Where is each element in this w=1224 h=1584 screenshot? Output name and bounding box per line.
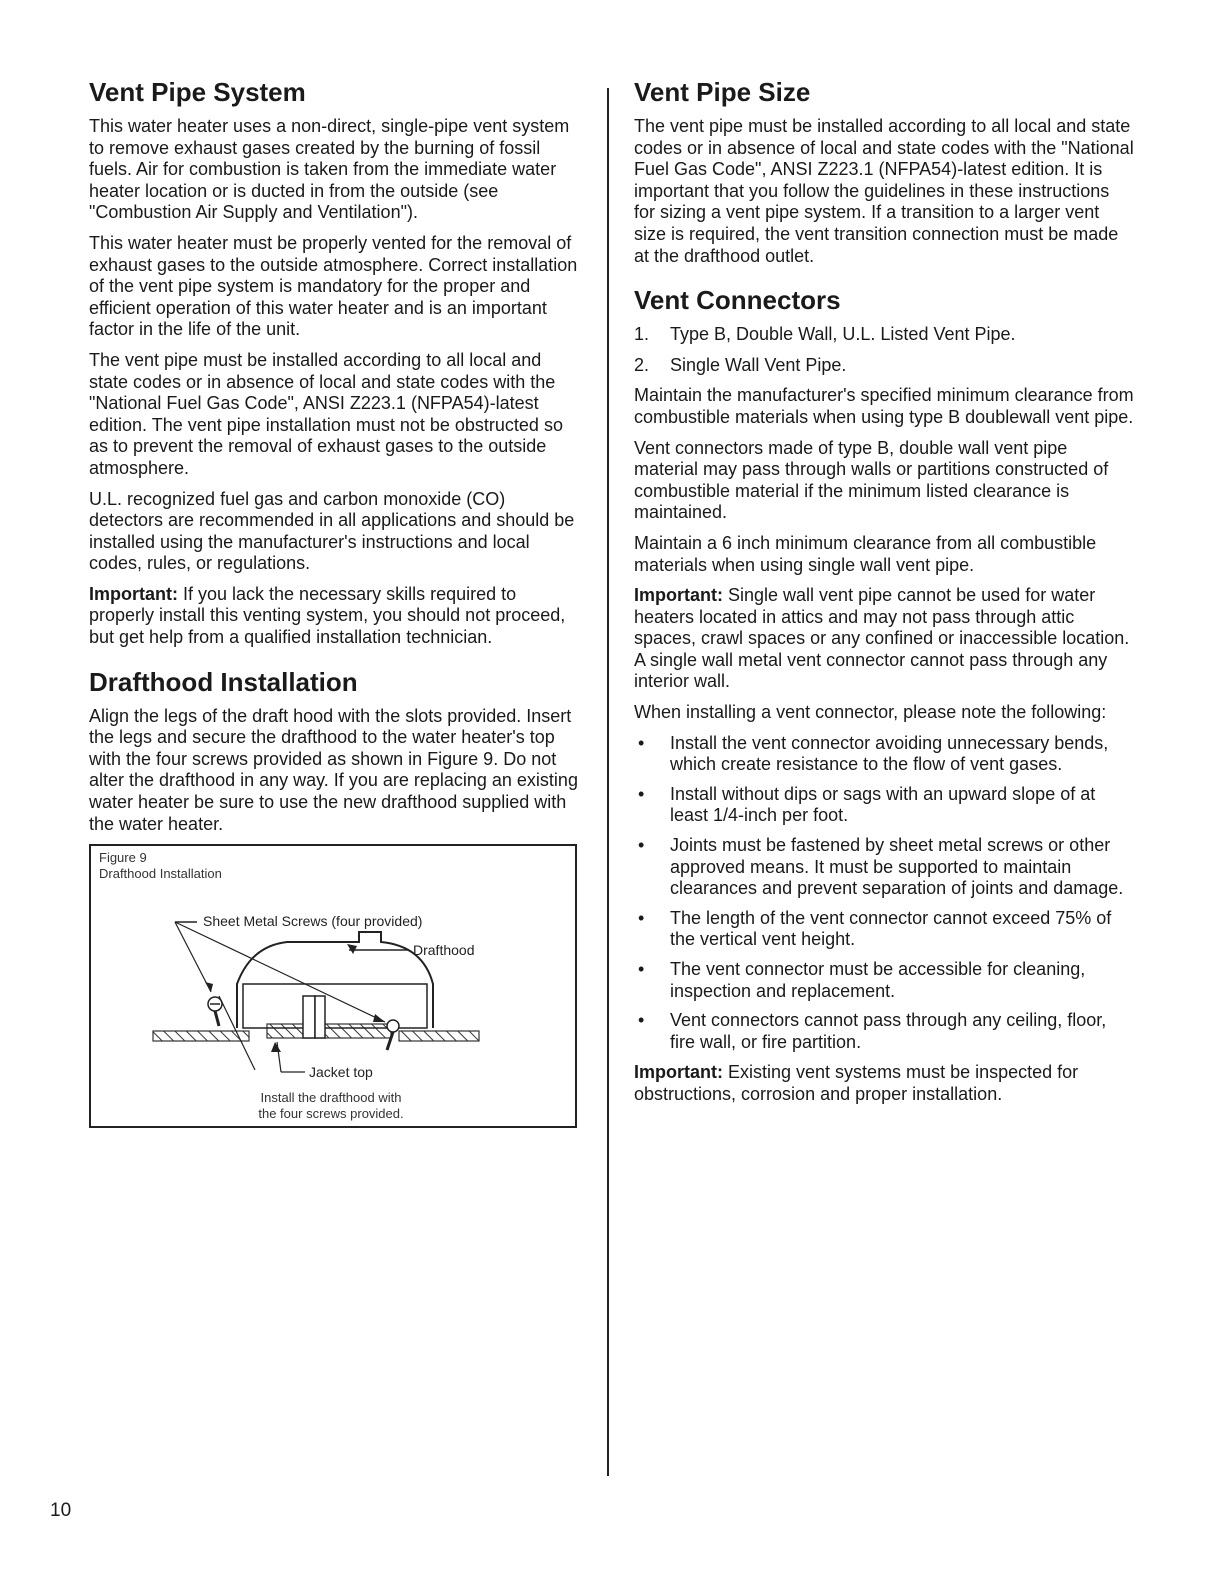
paragraph: The vent pipe must be installed according to all local and state codes or in absence of local and state codes with the "National Fuel Gas Code", ANSI Z223.1 (NFPA54)-latest edition. The vent pipe installation must not be obstructed so as to prevent the removal of exhaust gases to the outside atmosphere. bbox=[89, 349, 563, 478]
heading-vent-pipe-system: Vent Pipe System bbox=[89, 77, 306, 107]
paragraph: Vent connectors made of type B, double wall vent pipe material may pass through walls or partitions constructed of combustible material if the minimum listed clearance is maintained. bbox=[634, 437, 1109, 523]
list-item: 2. Single Wall Vent Pipe. bbox=[634, 354, 847, 375]
list-item: • Vent connectors cannot pass through any ceiling, floor, fire wall, or fire partition. bbox=[634, 1010, 1134, 1053]
list-item: • Install without dips or sags with an upward slope of at least 1/4-inch per foot. bbox=[634, 784, 1134, 827]
paragraph: The vent pipe must be installed according to all local and state codes or in absence of local and state codes with the "National Fuel Gas Code", ANSI Z223.1 (NFPA54)-latest edition. It is important that you follow the guidelines in these instructions for sizing a vent pipe system. If a transition to a larger vent size is required, the vent transition connection must be made at the drafthood outlet. bbox=[634, 116, 1134, 266]
jacket-plate-right bbox=[399, 1031, 479, 1041]
jacket-plate-left bbox=[153, 1031, 249, 1041]
figure-9 bbox=[89, 844, 577, 1128]
right-column bbox=[634, 76, 1134, 1115]
page-number: 10 bbox=[50, 1500, 72, 1521]
paragraph: This water heater must be properly vented for the removal of exhaust gases to the outside atmosphere. Correct installation of the vent pipe system is mandatory for the proper and efficient operation of this water heater and is an important factor in the life of the unit. bbox=[89, 232, 578, 340]
important-text: If you lack the necessary skills required to properly install this venting system, you should not proceed, but get help from a qualified installation technician. bbox=[89, 583, 566, 648]
list-item: 1. Type B, Double Wall, U.L. Listed Vent Pipe. bbox=[634, 324, 1016, 345]
left-column bbox=[89, 76, 581, 1128]
connector-notes-list bbox=[634, 733, 1134, 1054]
heading-vent-pipe-size: Vent Pipe Size bbox=[634, 77, 811, 107]
label-drafthood: Drafthood bbox=[413, 942, 475, 959]
paragraph: Maintain a 6 inch minimum clearance from all combustible materials when using single wall vent pipe. bbox=[634, 532, 1097, 575]
connector-types-list bbox=[634, 324, 1134, 376]
caption-line-2: the four screws provided. bbox=[258, 1106, 404, 1122]
list-item: • Joints must be fastened by sheet metal screws or other approved means. It must be supported to maintain clearances and prevent separation of joints and damage. bbox=[634, 835, 1134, 900]
bullet-icon: • bbox=[638, 1010, 645, 1031]
list-item: • The length of the vent connector cannot exceed 75% of the vertical vent height. bbox=[634, 908, 1134, 951]
paragraph: When installing a vent connector, please note the following: bbox=[634, 702, 1107, 723]
heading-vent-connectors: Vent Connectors bbox=[634, 285, 841, 316]
bullet-icon: • bbox=[638, 783, 645, 804]
bullet-icon: • bbox=[638, 959, 645, 979]
important-label: Important: bbox=[89, 583, 178, 604]
label-screws: Sheet Metal Screws (four provided) bbox=[203, 913, 423, 930]
heading-drafthood-installation: Drafthood Installation bbox=[89, 666, 358, 697]
bullet-icon: • bbox=[638, 835, 645, 856]
list-item: • Install the vent connector avoiding unnecessary bends, which create resistance to the flow of vent gases. bbox=[634, 733, 1134, 776]
caption-line-1: Install the drafthood with bbox=[260, 1090, 402, 1106]
figure-title: Drafthood Installation bbox=[99, 866, 222, 882]
paragraph: This water heater uses a non-direct, single-pipe vent system to remove exhaust gases created by the burning of fossil fuels. Air for combustion is taken from the immediate water heater location or is ducted in from the outside (see "Combustion Air Supply and Ventilation"). bbox=[89, 116, 570, 223]
important-note: Important: Single wall vent pipe cannot be used for water heaters located in attics and may not pass through attic spaces, crawl spaces or any confined or inaccessible location. A single wall metal vent connector cannot pass through any interior wall. bbox=[634, 585, 1130, 692]
drafthood-shape bbox=[237, 932, 433, 1028]
label-jacket-top: Jacket top bbox=[309, 1064, 373, 1081]
paragraph: U.L. recognized fuel gas and carbon monoxide (CO) detectors are recommended in all applications and should be installed using the manufacturer's instructions and local codes, rules, or regulations. bbox=[89, 488, 575, 574]
important-note bbox=[89, 584, 581, 649]
paragraph: Maintain the manufacturer's specified minimum clearance from combustible materials when using type B doublewall vent pipe. bbox=[634, 385, 1134, 427]
list-item: • The vent connector must be accessible for cleaning, inspection and replacement. bbox=[634, 959, 1134, 1002]
paragraph: Align the legs of the draft hood with the slots provided. Insert the legs and secure the drafthood to the water heater's top with the four screws provided as shown in Figure 9. Do not alter the drafthood in any way. If you are replacing an existing water heater be sure to use the new drafthood supplied with the water heater. bbox=[89, 705, 578, 834]
bullet-icon: • bbox=[638, 907, 645, 928]
drafthood-diagram bbox=[91, 846, 575, 1126]
figure-number: Figure 9 bbox=[99, 850, 147, 866]
column-divider bbox=[607, 88, 609, 1476]
bullet-icon: • bbox=[638, 732, 645, 753]
important-note: Important: Existing vent systems must be inspected for obstructions, corrosion and proper installation. bbox=[634, 1062, 1079, 1104]
screw-left-icon bbox=[208, 997, 222, 1026]
jacket-top-center bbox=[267, 1024, 391, 1038]
drafthood-leg bbox=[303, 996, 315, 1038]
